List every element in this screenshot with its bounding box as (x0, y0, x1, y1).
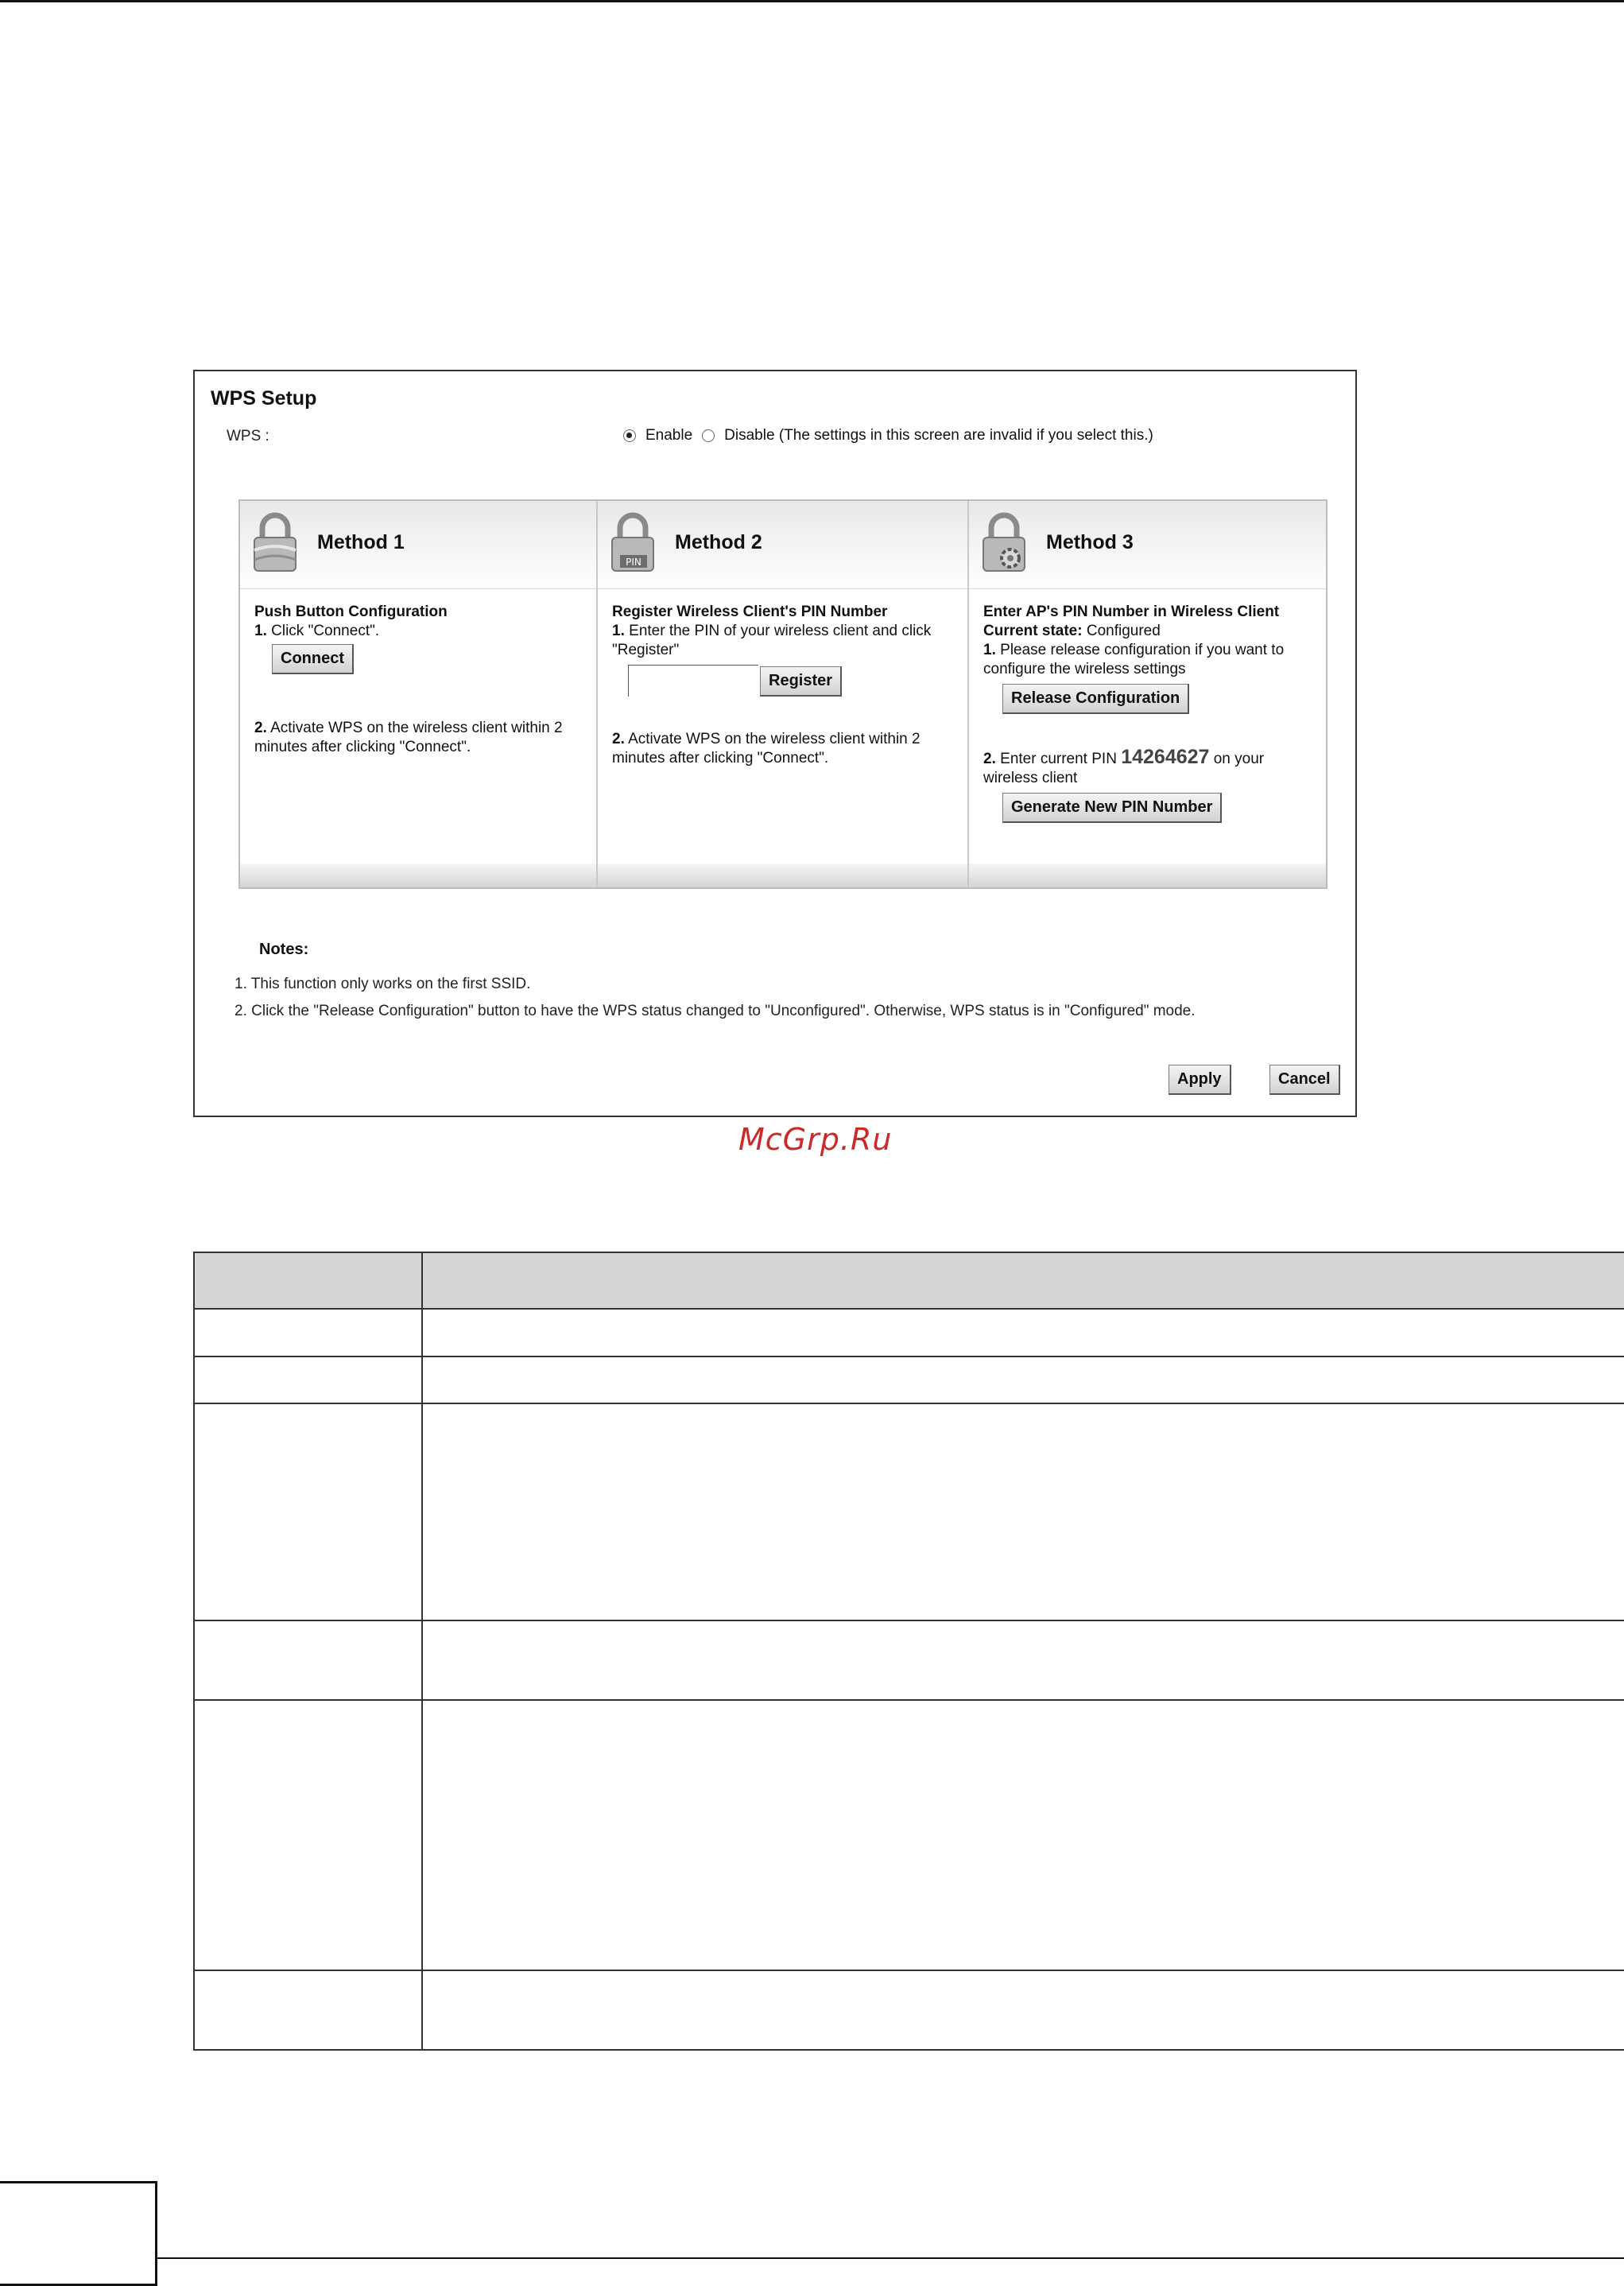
method-2-heading: Register Wireless Client's PIN Number (612, 604, 888, 620)
step-text: Enter the PIN of your wireless client and click "Register" (612, 623, 932, 658)
current-state (983, 622, 1316, 641)
method-1-header (240, 501, 596, 589)
step-text: Enter current PIN (1000, 751, 1117, 767)
watermark: McGrp.Ru (738, 1122, 893, 1157)
pin-padlock-icon (609, 510, 657, 574)
method-3-header (969, 501, 1326, 589)
step-text: Activate WPS on the wireless client within 2 minutes after clicking "Connect". (254, 720, 563, 755)
current-state-value: Configured (1086, 623, 1161, 639)
step-number: 1. (254, 623, 267, 639)
apply-button[interactable]: Apply (1169, 1065, 1231, 1095)
step-text: Activate WPS on the wireless client within 2 minutes after clicking "Connect". (612, 731, 921, 767)
step-number: 2. (983, 751, 996, 767)
method-2-body (612, 603, 958, 768)
table-row (194, 1970, 1624, 2050)
method-2-step-1 (612, 622, 958, 660)
step-number: 1. (983, 642, 996, 658)
method-3-body (983, 603, 1316, 823)
enable-radio[interactable] (623, 429, 636, 442)
register-button[interactable]: Register (760, 666, 842, 697)
method-1-heading: Push Button Configuration (254, 604, 448, 620)
enable-label: Enable (645, 427, 693, 444)
current-state-label: Current state: (983, 623, 1083, 639)
method-1-column (240, 501, 598, 887)
method-1-step-2 (254, 719, 587, 757)
method-2-column (598, 501, 969, 887)
gear-padlock-icon (980, 510, 1028, 574)
method-3-column (969, 501, 1326, 887)
step-text: Click "Connect". (271, 623, 380, 639)
description-table (193, 1252, 1624, 2051)
notes-title: Notes: (259, 941, 309, 958)
methods-table (238, 499, 1327, 889)
panel-title: WPS Setup (211, 387, 317, 409)
generate-new-pin-button[interactable]: Generate New PIN Number (1002, 793, 1222, 823)
method-3-heading: Enter AP's PIN Number in Wireless Client (983, 604, 1280, 620)
step-text: on your wireless client (983, 751, 1265, 786)
method-2-title: Method 2 (675, 531, 762, 553)
table-row (194, 1309, 1624, 1356)
method-1-title: Method 1 (317, 531, 405, 553)
step-text: Please release configuration if you want to configure the wireless settings (983, 642, 1285, 677)
ap-pin-number: 14264627 (1121, 746, 1210, 768)
table-row (194, 1356, 1624, 1403)
disable-radio[interactable] (702, 429, 715, 442)
top-rule (0, 0, 1624, 2)
wps-label: WPS : (227, 428, 269, 444)
client-pin-input[interactable] (628, 665, 758, 697)
table-row (194, 1700, 1624, 1970)
disable-label: Disable (The settings in this screen are invalid if you select this.) (724, 427, 1153, 444)
wps-options (623, 427, 1163, 444)
step-number: 2. (612, 731, 625, 747)
method-1-body (254, 603, 587, 757)
table-header-cell (194, 1252, 422, 1309)
pin-icon-label: PIN (626, 557, 641, 568)
note-item: 2. Click the "Release Configuration" button to have the WPS status changed to "Unconfigured". Otherwise, WPS status is in "Configured" mode. (234, 1003, 1196, 1019)
table-header-cell (422, 1252, 1624, 1309)
method-3-step-2 (983, 747, 1316, 788)
note-item: 1. This function only works on the first SSID. (234, 976, 531, 992)
footer-rule (157, 2257, 1624, 2259)
wps-setup-panel (193, 370, 1357, 1117)
cancel-button[interactable]: Cancel (1269, 1065, 1340, 1095)
table-row (194, 1620, 1624, 1700)
connect-button[interactable]: Connect (272, 644, 354, 674)
method-3-step-1 (983, 641, 1316, 679)
step-number: 2. (254, 720, 267, 736)
method-2-header (598, 501, 967, 589)
padlock-icon (251, 510, 299, 574)
page-number-box (0, 2181, 157, 2286)
table-row (194, 1403, 1624, 1620)
method-3-title: Method 3 (1046, 531, 1134, 553)
table-header-row (194, 1252, 1624, 1309)
step-number: 1. (612, 623, 625, 639)
method-2-step-2 (612, 730, 958, 768)
method-1-step-1 (254, 622, 587, 641)
release-configuration-button[interactable]: Release Configuration (1002, 684, 1189, 714)
